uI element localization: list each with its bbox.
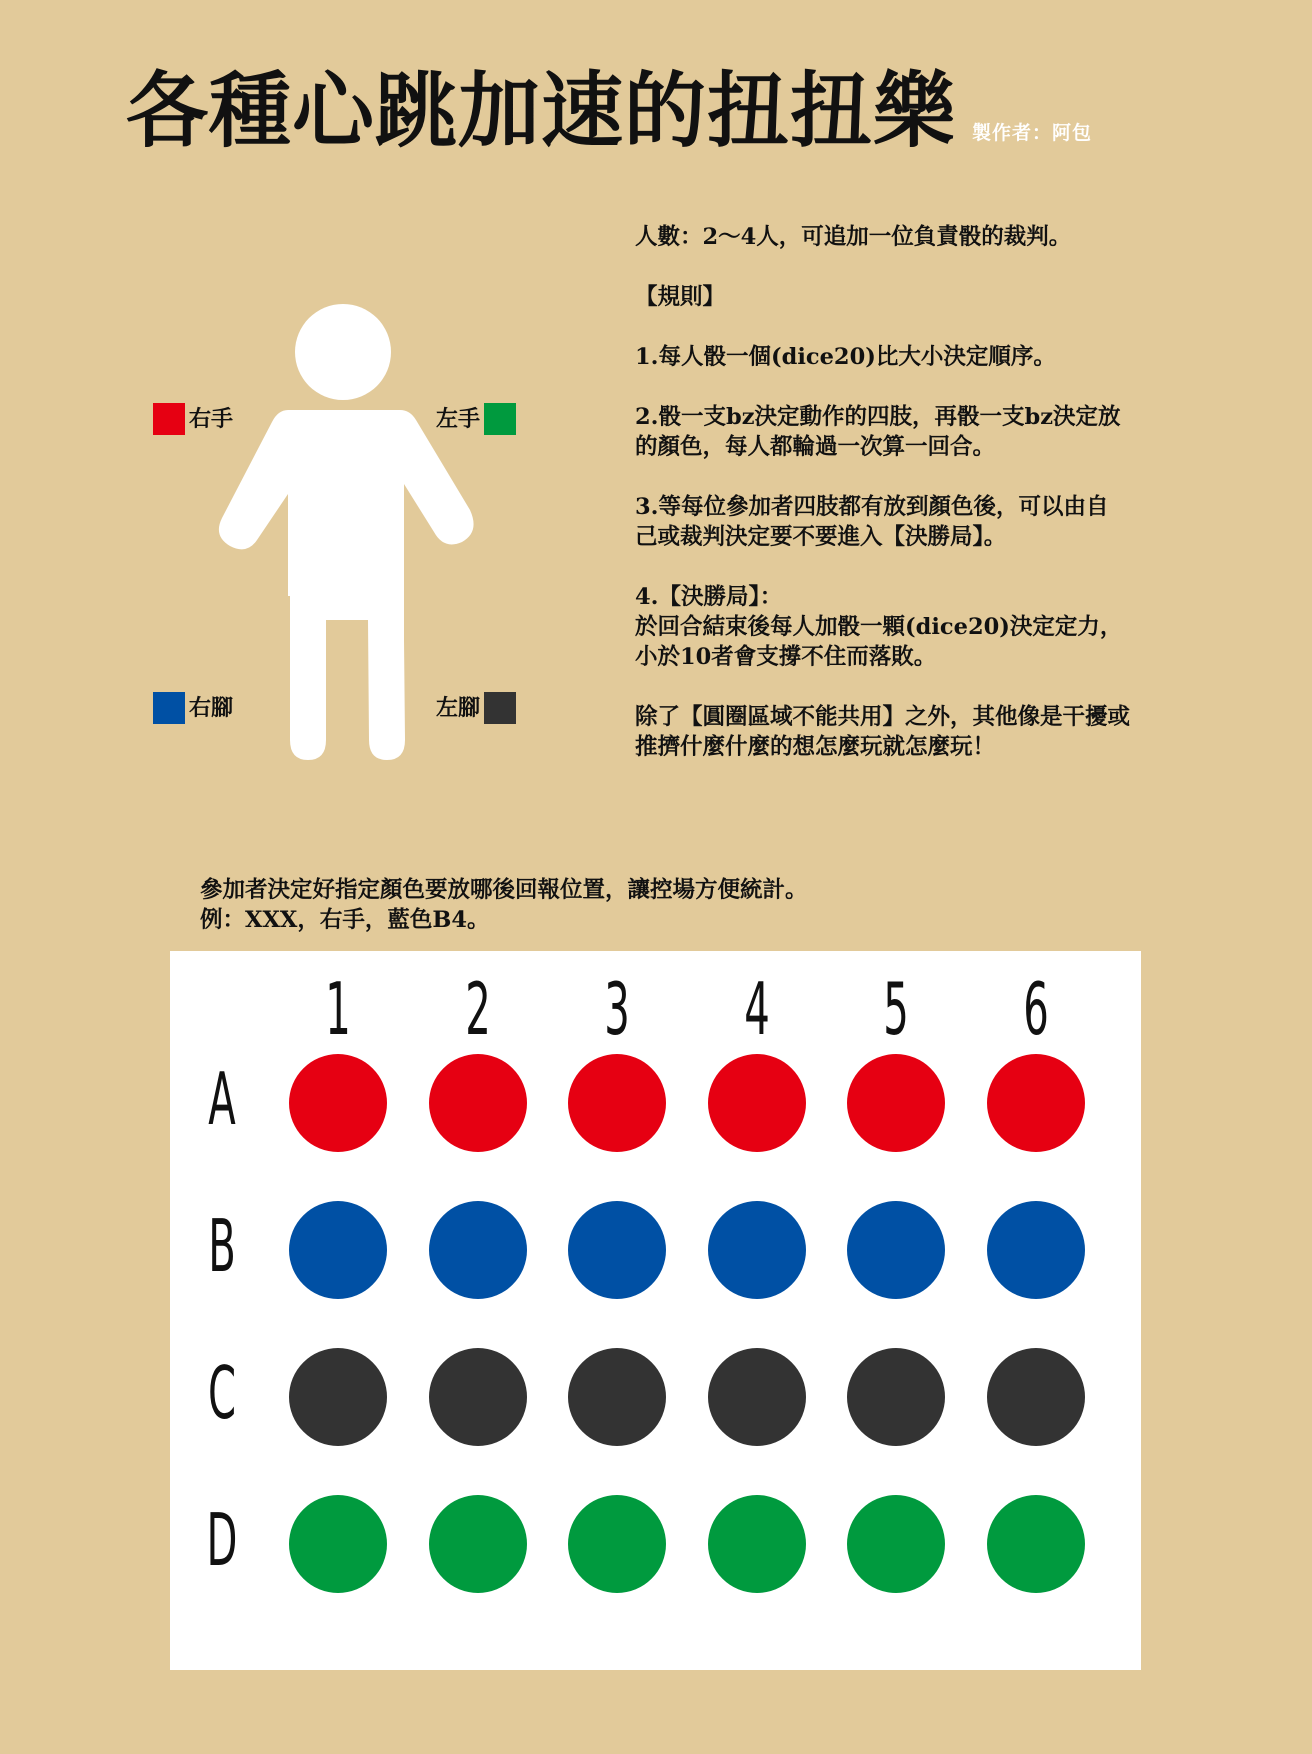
right-foot-swatch [153, 692, 185, 724]
right-hand-swatch [153, 403, 185, 435]
rule-3: 3.等每位參加者四肢都有放到顏色後，可以由自 己或裁判決定要不要進入【決勝局】。 [635, 494, 1109, 550]
board-circle-A4 [708, 1054, 806, 1152]
column-label-1: 1 [325, 967, 351, 1051]
left-foot-swatch [484, 692, 516, 724]
board-circle-B2 [429, 1201, 527, 1299]
board-circle-D6 [987, 1495, 1085, 1593]
legend-right-hand-label: 右手 [189, 406, 234, 432]
column-label-6: 6 [1022, 967, 1049, 1051]
legend-left-foot [436, 692, 516, 724]
board-circle-D3 [568, 1495, 666, 1593]
rules-players: 人數：2～4人，可追加一位負責骰的裁判。 [635, 224, 1072, 250]
legend-left-foot-label: 左腳 [436, 695, 481, 721]
board-circle-C6 [987, 1348, 1085, 1446]
board-circle-C5 [847, 1348, 945, 1446]
report-instructions: 參加者決定好指定顏色要放哪後回報位置，讓控場方便統計。 例：XXX，右手，藍色B4。 [200, 877, 808, 933]
board-circle-C2 [429, 1348, 527, 1446]
board-circle-A5 [847, 1054, 945, 1152]
rules-section [635, 222, 1195, 792]
legend-right-hand [153, 403, 233, 435]
row-label-D: D [206, 1498, 238, 1582]
board-circle-C1 [289, 1348, 387, 1446]
board-circle-A1 [289, 1054, 387, 1152]
author-credit: 製作者：阿包 [972, 122, 1093, 144]
row-label-A: A [208, 1057, 236, 1141]
row-label-B: B [208, 1204, 236, 1288]
twister-board [170, 951, 1141, 1670]
rules-heading: 【規則】 [635, 284, 726, 310]
column-label-2: 2 [464, 967, 491, 1051]
board-circle-D2 [429, 1495, 527, 1593]
legend-right-foot [153, 692, 233, 724]
body-figure [200, 300, 500, 760]
legend-left-hand-label: 左手 [436, 406, 481, 432]
left-hand-swatch [484, 403, 516, 435]
board-circle-A3 [568, 1054, 666, 1152]
board-circle-D4 [708, 1495, 806, 1593]
legend-left-hand [436, 403, 516, 435]
column-label-4: 4 [743, 967, 770, 1051]
legend-right-foot-label: 右腳 [189, 695, 234, 721]
row-label-C: C [207, 1351, 237, 1435]
rule-1: 1.每人骰一個(dice20)比大小決定順序。 [635, 344, 1056, 370]
page-title: 各種心跳加速的扭扭樂 [126, 63, 957, 159]
column-label-5: 5 [883, 967, 909, 1051]
board-circle-C3 [568, 1348, 666, 1446]
board-circle-B5 [847, 1201, 945, 1299]
person-icon [200, 300, 500, 760]
board-circle-B3 [568, 1201, 666, 1299]
rule-2: 2.骰一支bz決定動作的四肢，再骰一支bz決定放 的顏色，每人都輪過一次算一回合。 [635, 404, 1121, 460]
board-circle-B1 [289, 1201, 387, 1299]
board-circle-D1 [289, 1495, 387, 1593]
board-circle-C4 [708, 1348, 806, 1446]
board-circle-A2 [429, 1054, 527, 1152]
board-circle-B6 [987, 1201, 1085, 1299]
board-circle-A6 [987, 1054, 1085, 1152]
board-circle-B4 [708, 1201, 806, 1299]
rule-note: 除了【圓圈區域不能共用】之外，其他像是干擾或 推擠什麼什麼的想怎麼玩就怎麼玩！ [635, 704, 1131, 760]
rule-4: 4.【決勝局】： 於回合結束後每人加骰一顆(dice20)決定定力， 小於10者會支撐不住而落敗。 [635, 584, 1123, 670]
column-label-3: 3 [604, 967, 630, 1051]
board-circle-D5 [847, 1495, 945, 1593]
